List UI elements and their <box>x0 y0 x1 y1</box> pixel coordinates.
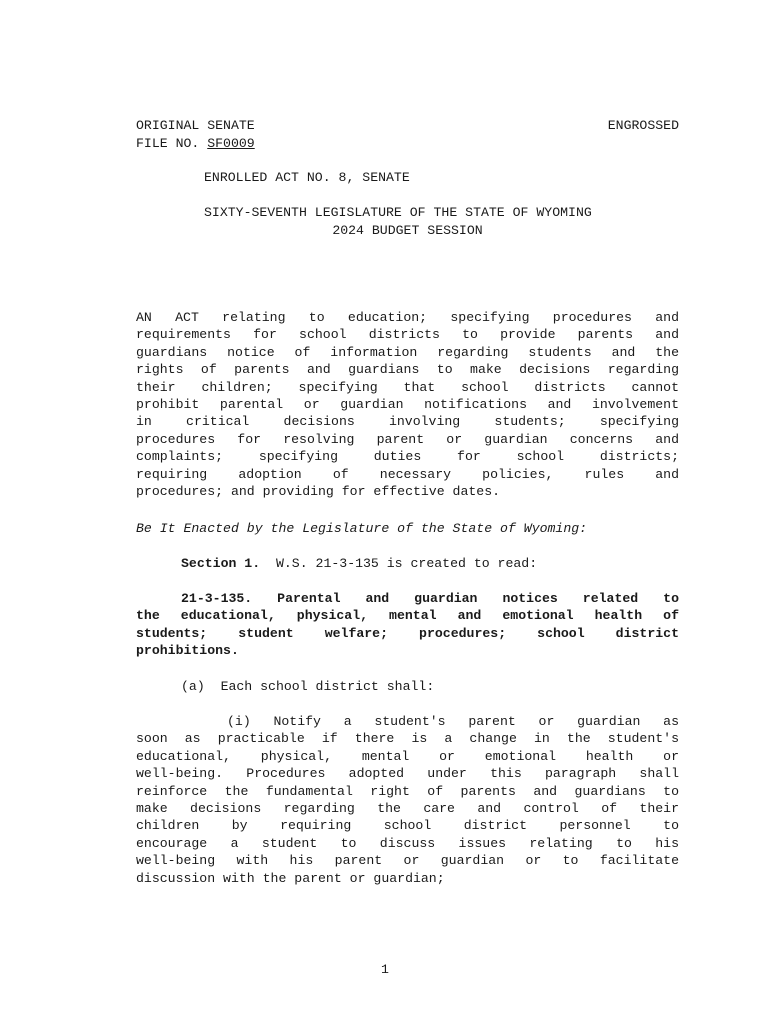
act-line: rights of parents and guardians to make decisions regarding <box>136 362 679 378</box>
paragraph-line: educational, physical, mental or emotional health or <box>136 748 679 764</box>
section-1 <box>181 555 537 572</box>
paragraph-line: well-being with his parent or guardian or to facilitate <box>136 853 679 869</box>
heading-line: students; student welfare; procedures; school district <box>136 625 679 641</box>
act-title-paragraph <box>136 309 679 500</box>
file-no-value: SF0009 <box>207 135 255 151</box>
act-line: complaints; specifying duties for school districts; <box>136 449 679 465</box>
act-line: prohibit parental or guardian notifications and involvement <box>136 397 679 413</box>
page-number: 1 <box>381 962 389 977</box>
paragraph-line: (i) Notify a student's parent or guardian as <box>227 714 679 729</box>
file-no-label: FILE NO. <box>136 135 200 151</box>
act-line: procedures for resolving parent or guardian concerns and <box>136 431 679 447</box>
section-1-label: Section 1. <box>181 556 261 571</box>
enacting-clause: Be It Enacted by the Legislature of the State of Wyoming: <box>136 521 588 536</box>
original-senate-label: ORIGINAL SENATE <box>136 118 255 133</box>
heading-line: prohibitions. <box>136 643 239 659</box>
act-line: AN ACT relating to education; specifying procedures and <box>136 310 679 325</box>
engrossed-label: ENGROSSED <box>607 118 679 133</box>
paragraph-line: make decisions regarding the care and control of their <box>136 801 679 817</box>
legislature-line: SIXTY-SEVENTH LEGISLATURE OF THE STATE OF WYOMING <box>204 205 592 220</box>
paragraph-line: soon as practicable if there is a change in the student's <box>136 731 679 747</box>
section-1-text: W.S. 21-3-135 is created to read: <box>275 556 538 571</box>
document-header <box>136 117 679 152</box>
subsection-a: (a) Each school district shall: <box>181 679 435 694</box>
act-line: in critical decisions involving students; specifying <box>136 414 679 430</box>
heading-line: the educational, physical, mental and emotional health of <box>136 608 679 624</box>
heading-line: 21-3-135. Parental and guardian notices related to <box>181 591 679 606</box>
act-line: requiring adoption of necessary policies, rules and <box>136 466 679 482</box>
paragraph-line: reinforce the fundamental right of parents and guardians to <box>136 783 679 799</box>
session-line: 2024 BUDGET SESSION <box>332 223 483 238</box>
paragraph-line: well-being. Procedures adopted under this paragraph shall <box>136 766 679 782</box>
paragraph-line: encourage a student to discuss issues relating to his <box>136 835 679 851</box>
paragraph-line: discussion with the parent or guardian; <box>136 870 445 886</box>
act-line: guardians notice of information regarding students and the <box>136 344 679 360</box>
legislature-heading <box>136 204 679 240</box>
act-line: their children; specifying that school districts cannot <box>136 379 679 395</box>
act-line: procedures; and providing for effective dates. <box>136 484 501 500</box>
statute-heading <box>136 590 679 660</box>
paragraph-line: children by requiring school district personnel to <box>136 818 679 834</box>
act-line: requirements for school districts to provide parents and <box>136 327 679 343</box>
paragraph-i <box>136 713 679 887</box>
enrolled-act-number: ENROLLED ACT NO. 8, SENATE <box>204 170 410 185</box>
